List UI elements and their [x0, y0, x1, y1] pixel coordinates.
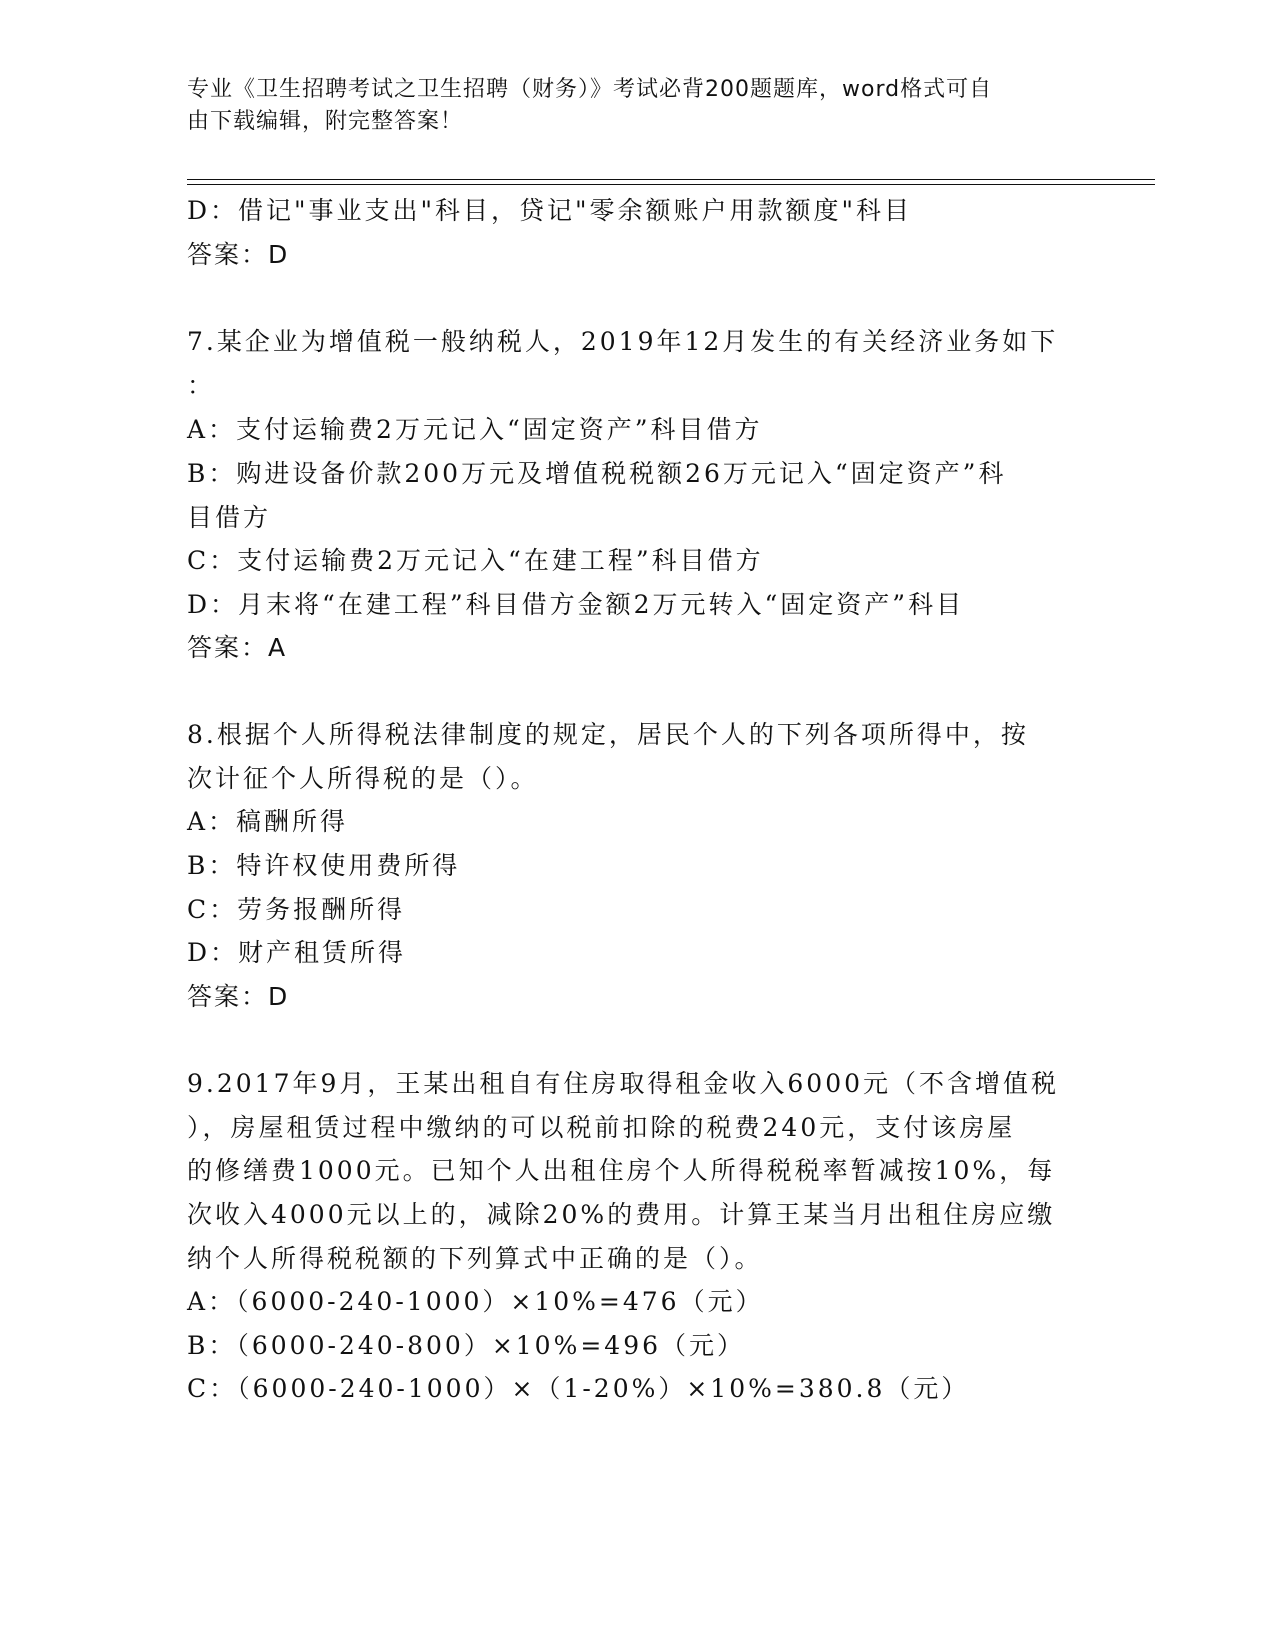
option-line: A：支付运输费2万元记入“固定资产”科目借方 [187, 415, 763, 444]
question-line: 9.2017年9月，王某出租自有住房取得租金收入6000元（不含增值税 [187, 1069, 1060, 1098]
option-line: D：财产租赁所得 [187, 938, 407, 967]
question-line: ），房屋租赁过程中缴纳的可以税前扣除的税费240元，支付该房屋 [187, 1113, 1016, 1142]
option-line: C：（6000-240-1000）×（1-20%）×10%=380.8（元） [187, 1374, 970, 1403]
option-line: B：特许权使用费所得 [187, 851, 461, 880]
question-line: 7.某企业为增值税一般纳税人，2019年12月发生的有关经济业务如下 [187, 327, 1059, 356]
option-line: A：稿酬所得 [187, 807, 349, 836]
option-line: A：（6000-240-1000）×10%=476（元） [187, 1287, 764, 1316]
answer-line: 答案：D [187, 982, 290, 1011]
option-line: D：借记"事业支出"科目，贷记"零余额账户用款额度"科目 [187, 196, 913, 225]
option-line: D：月末将“在建工程”科目借方金额2万元转入“固定资产”科目 [187, 590, 965, 619]
question-line: 纳个人所得税税额的下列算式中正确的是（）。 [187, 1244, 763, 1273]
header-rule-top [187, 179, 1155, 180]
question-line: 次收入4000元以上的，减除20%的费用。计算王某当月出租住房应缴 [187, 1200, 1056, 1229]
answer-line: 答案：D [187, 240, 290, 269]
option-line: B：购进设备价款200万元及增值税税额26万元记入“固定资产”科 [187, 459, 1007, 488]
option-line: C：支付运输费2万元记入“在建工程”科目借方 [187, 546, 764, 575]
answer-line: 答案：A [187, 633, 288, 662]
question-line: 8.根据个人所得税法律制度的规定，居民个人的下列各项所得中，按 [187, 720, 1029, 749]
option-line: C：劳务报酬所得 [187, 895, 406, 924]
document-header: 专业《卫生招聘考试之卫生招聘（财务）》考试必背200题题库，word格式可自 由下载编辑，附完整答案！ [187, 77, 993, 134]
question-line: 的修缮费1000元。已知个人出租住房个人所得税税率暂减按10%，每 [187, 1156, 1056, 1185]
option-line: 目借方 [187, 503, 272, 532]
header-rule-bottom [187, 184, 1155, 185]
question-line: ： [187, 371, 216, 400]
option-line: B：（6000-240-800）×10%=496（元） [187, 1331, 746, 1360]
question-line: 次计征个人所得税的是（）。 [187, 764, 539, 793]
